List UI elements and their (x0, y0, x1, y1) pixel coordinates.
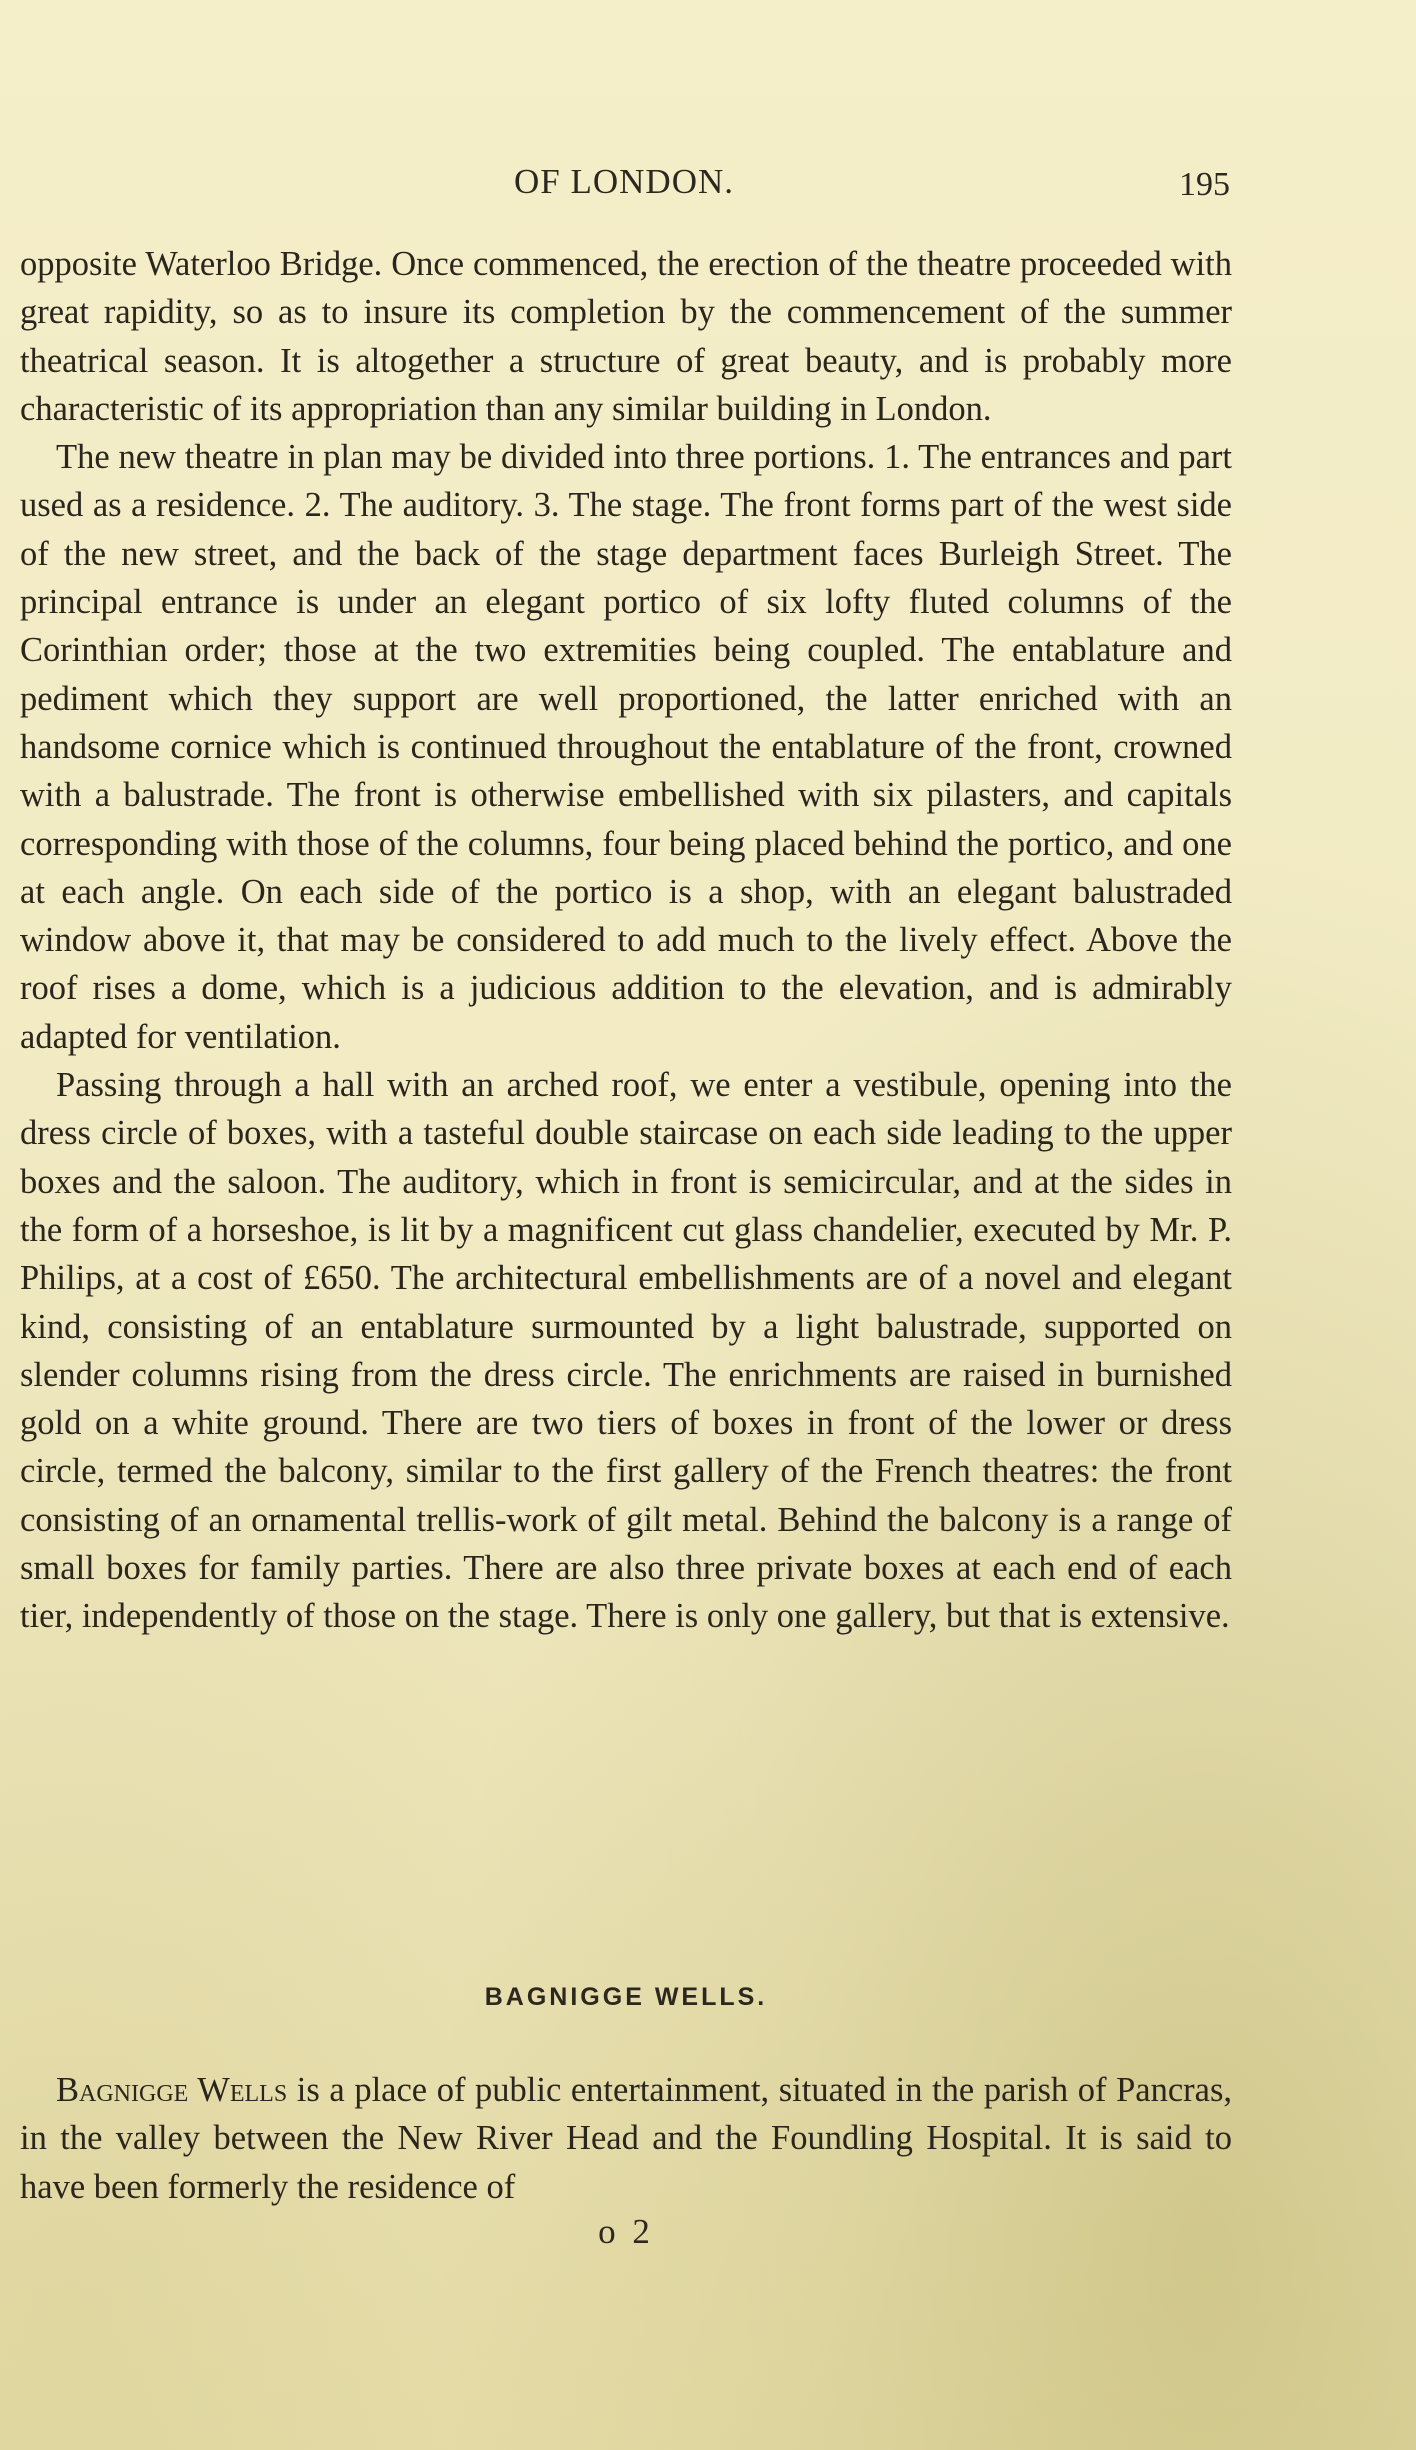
running-title: OF LONDON. (514, 162, 734, 201)
section-lead-term: Bagnigge Wells (56, 2071, 288, 2109)
signature-mark: o 2 (598, 2212, 654, 2251)
section-paragraph (20, 2066, 1232, 2211)
section-text (20, 2066, 1232, 2211)
body-text (20, 240, 1232, 1641)
paragraph-3: Passing through a hall with an arched roof, we enter a vestibule, opening into the dress circle of boxes, with a tasteful double staircase on each side leading to the upper boxes and the saloon. The auditory, which in front is semicircular, and at the sides in the form of a horseshoe, is lit by a magnificent cut glass chandelier, executed by Mr. P. Philips, at a cost of £650. The architectural embellishments are of a novel and elegant kind, consisting of an entablature surmounted by a light balustrade, supported on slender columns rising from the dress circle. The enrichments are raised in burnished gold on a white ground. There are two tiers of boxes in front of the lower or dress circle, termed the balcony, similar to the first gallery of the French theatres: the front consisting of an ornamental trellis-work of gilt metal. Behind the balcony is a range of small boxes for family parties. There are also three private boxes at each end of each tier, independently of those on the stage. There is only one gallery, but that is extensive. (20, 1066, 1232, 1636)
paragraph-2: The new theatre in plan may be divided into three portions. 1. The entrances and part used as a residence. 2. The auditory. 3. The stage. The front forms part of the west side of the new street, and the back of the stage department faces Burleigh Street. The principal entrance is under an elegant portico of six lofty fluted columns of the Corinthian order; those at the two extremities being coupled. The entablature and pediment which they support are well proportioned, the latter enriched with an handsome cornice which is continued throughout the entablature of the front, crowned with a balustrade. The front is otherwise embellished with six pilasters, and capitals corresponding with those of the columns, four being placed behind the portico, and one at each angle. On each side of the portico is a shop, with an elegant balustraded window above it, that may be considered to add much to the lively effect. Above the roof rises a dome, which is a judicious addition to the elevation, and is admirably adapted for ventilation. (20, 438, 1232, 1056)
page-header (20, 162, 1230, 212)
paragraph-1: opposite Waterloo Bridge. Once commenced, the erection of the theatre proceeded with great rapidity, so as to insure its completion by the commencement of the summer theatrical season. It is altogether a structure of great beauty, and is probably more characteristic of its appropriation than any similar building in London. (20, 245, 1232, 428)
section-paragraph-text: is a place of public entertainment, situated in the parish of Pancras, in the valley between the New River Head and the Foundling Hospital. It is said to have been formerly the residence of (20, 2071, 1233, 2206)
section-heading: BAGNIGGE WELLS. (484, 1983, 768, 2011)
page-number: 195 (1179, 166, 1230, 203)
